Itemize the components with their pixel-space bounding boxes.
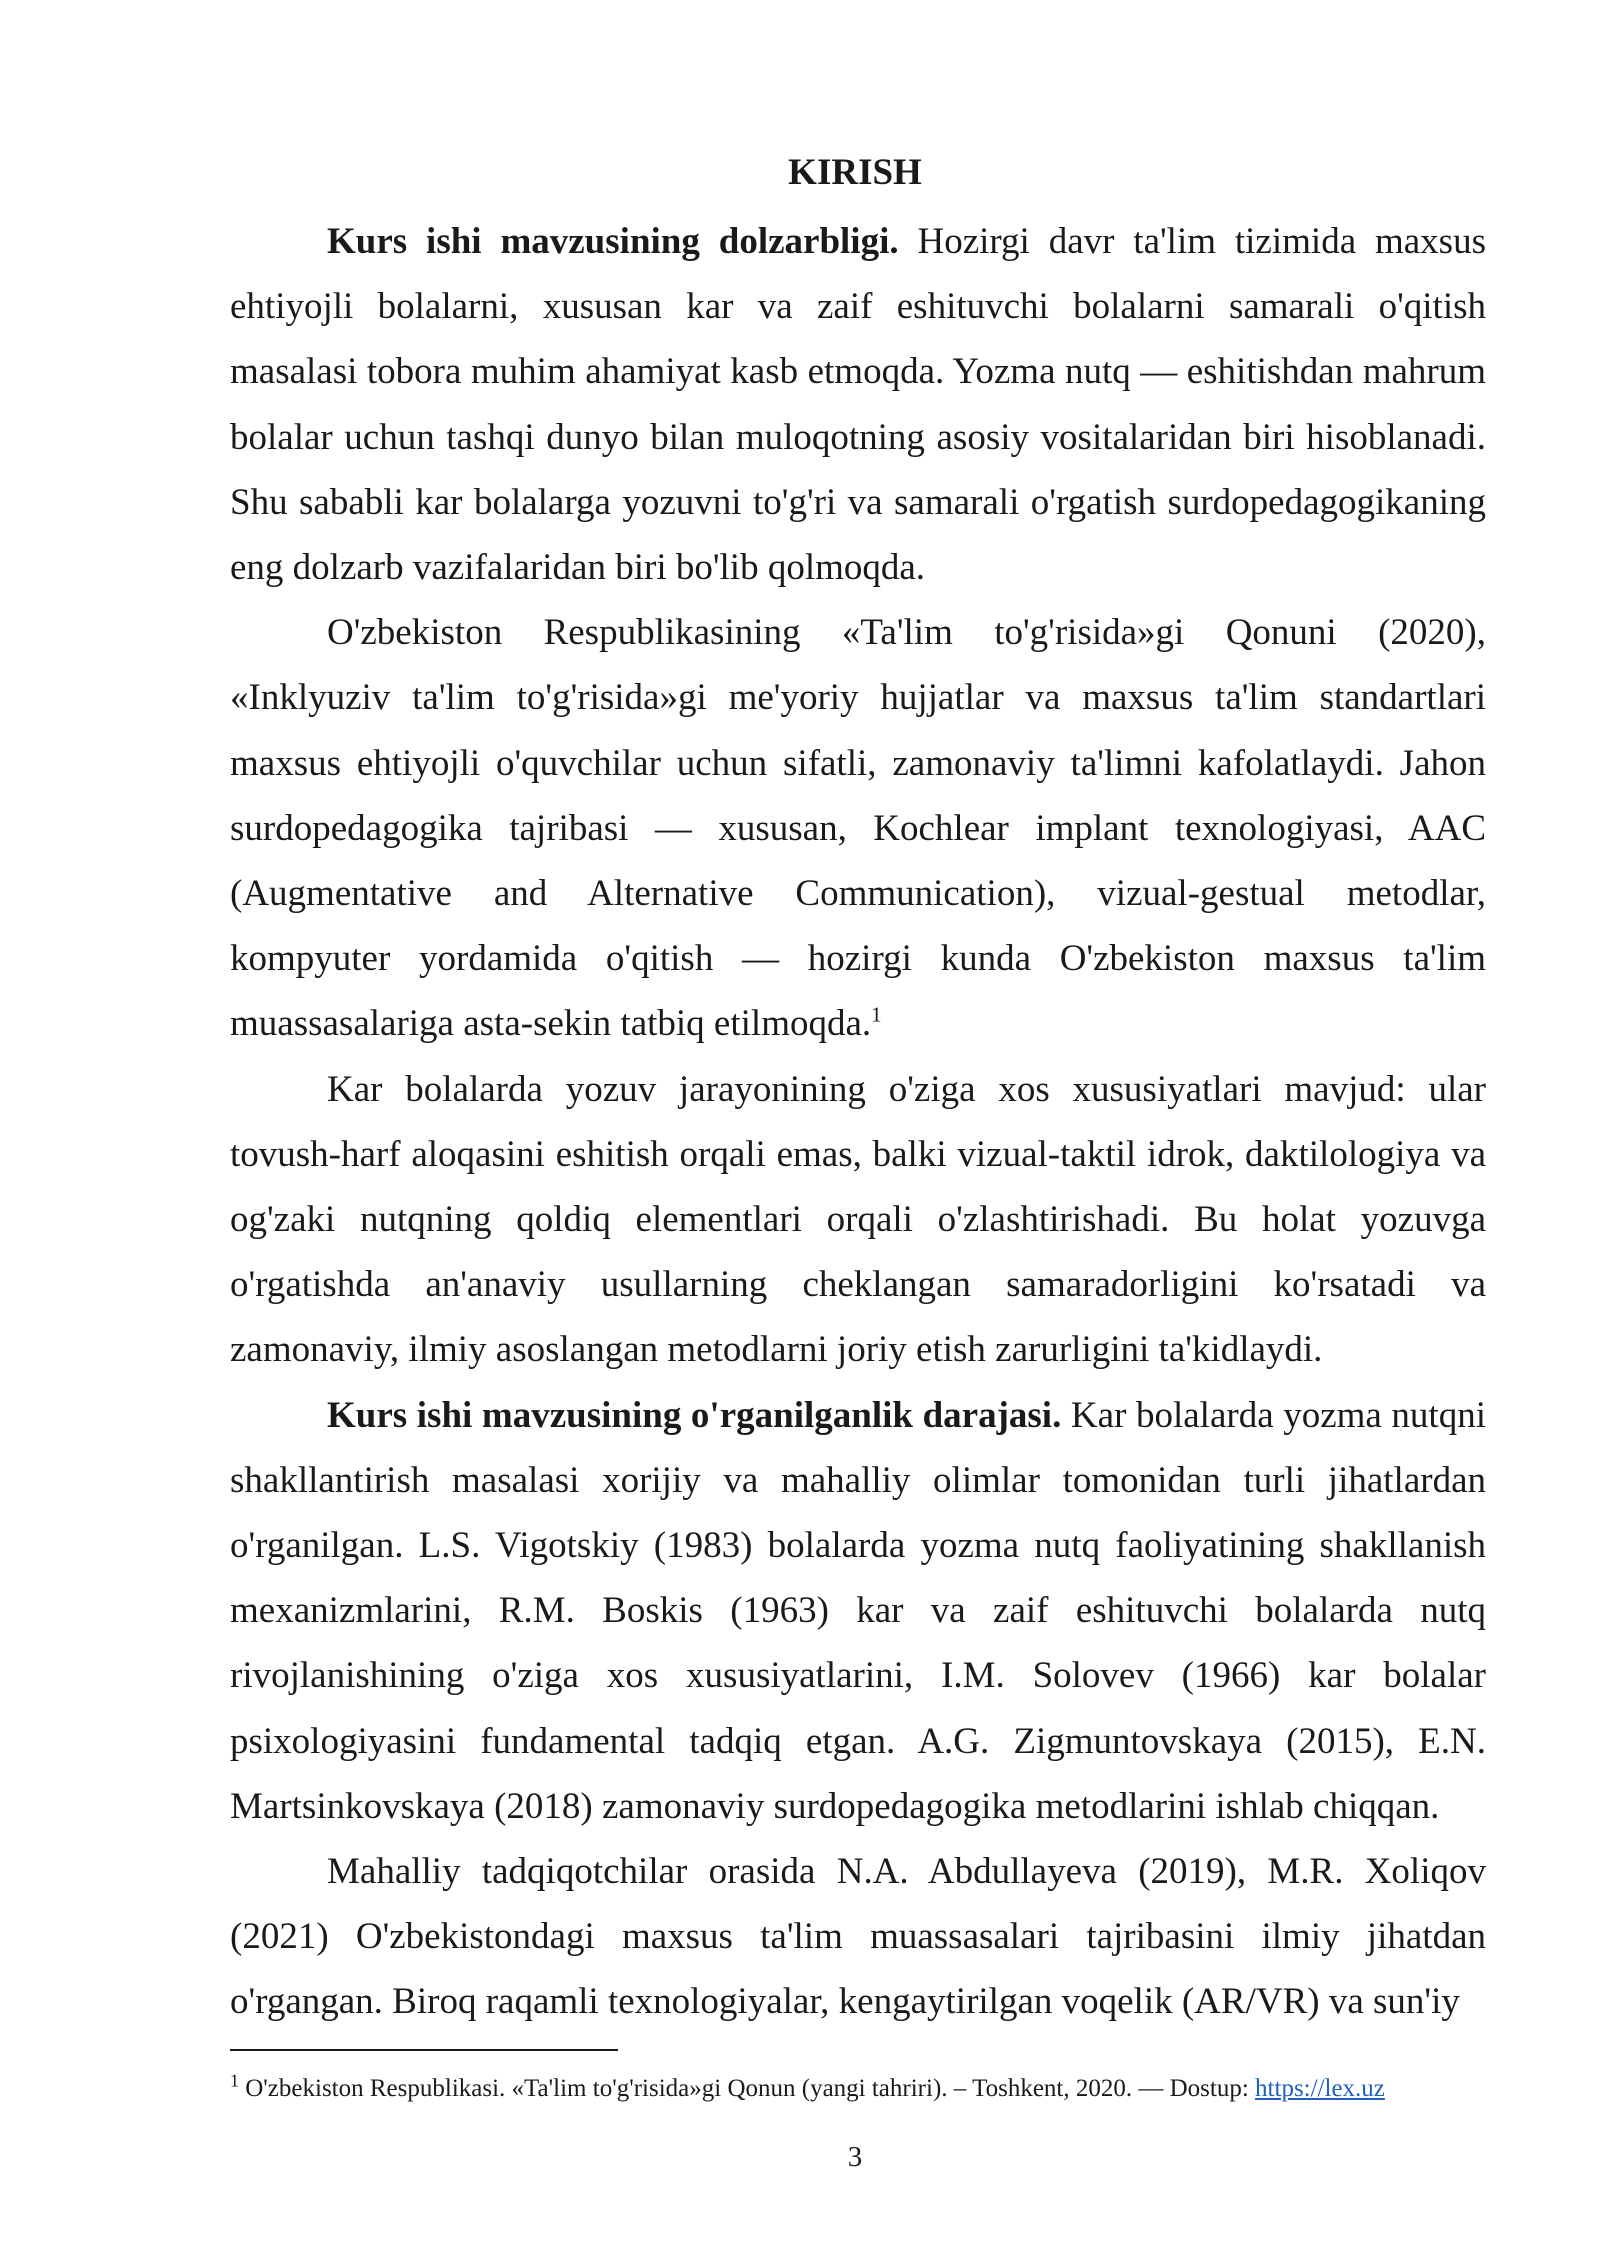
page-number: 3 <box>847 2141 863 2173</box>
paragraph-local-research <box>230 1839 1486 2035</box>
footnote-separator <box>230 2049 618 2051</box>
footnote <box>230 2072 1530 2106</box>
paragraph-text: Hozirgi davr ta'lim tizimida maxsus ehtiyojli bolalarni, xususan kar va zaif eshituvchi bolalarni samarali o'qitish masalasi tobora muhim ahamiyat kasb etmoqda. Yozma nutq — eshitishdan mahrum bolalar uchun tashqi dunyo bilan muloqotning asosiy vositalaridan biri hisoblanadi. Shu sababli kar bolalarga yozuvni to'g'ri va samarali o'rgatish surdopedagogikaning eng dolzarb vazifalaridan biri bo'lib qolmoqda. <box>230 221 1486 589</box>
paragraph-writing-features <box>230 1057 1486 1383</box>
paragraph-relevance <box>230 209 1486 600</box>
footnote-reference[interactable]: 1 <box>871 1003 882 1028</box>
paragraph-lead: Kurs ishi mavzusining dolzarbligi. <box>327 221 899 262</box>
footnote-marker: 1 <box>230 2070 239 2091</box>
paragraph-text: Kar bolalarda yozma nutqni shakllantirish masalasi xorijiy va mahalliy olimlar tomonidan turli jihatlardan o'rganilgan. L.S. Vigotskiy (1983) bolalarda yozma nutq faoliyatining shakllanish mexanizmlarini, R.M. Boskis (1963) kar va zaif eshituvchi bolalarda nutq rivojlanishining o'ziga xos xususiyatlarini, I.M. Solovev (1966) kar bolalar psixologiyasini fundamental tadqiq etgan. A.G. Zigmuntovskaya (2015), E.N. Martsinkovskaya (2018) zamonaviy surdopedagogika metodlarini ishlab chiqqan. <box>230 1394 1486 1827</box>
paragraph-text: O'zbekiston Respublikasining «Ta'lim to'g'risida»gi Qonuni (2020), «Inklyuziv ta'lim to'g'risida»gi me'yoriy hujjatlar va maxsus ta'lim standartlari maxsus ehtiyojli o'quvchilar uchun sifatli, zamonaviy ta'limni kafolatlaydi. Jahon surdopedagogika tajribasi — xususan, Kochlear implant texnologiyasi, AAC (Augmentative and Alternative Communication), vizual-gestual metodlar, kompyuter yordamida o'qitish — hozirgi kunda O'zbekiston maxsus ta'lim muassasalariga asta-sekin tatbiq etilmoqda. <box>230 612 1486 1045</box>
section-heading: KIRISH <box>788 152 922 193</box>
paragraph-text: Mahalliy tadqiqotchilar orasida N.A. Abdullayeva (2019), M.R. Xoliqov (2021) O'zbekistondagi maxsus ta'lim muassasalari tajribasini ilmiy jihatdan o'rgangan. Biroq raqamli texnologiyalar, kengaytirilgan voqelik (AR/VR) va sun'iy <box>230 1851 1486 2023</box>
paragraph-lead: Kurs ishi mavzusining o'rganilganlik darajasi. <box>327 1394 1062 1436</box>
paragraph-text: Kar bolalarda yozuv jarayonining o'ziga xos xususiyatlari mavjud: ular tovush-harf aloqasini eshitish orqali emas, balki vizual-taktil idrok, daktilologiya va og'zaki nutqning qoldiq elementlari orqali o'zlashtirishadi. Bu holat yozuvga o'rgatishda an'anaviy usullarning cheklangan samaradorligini ko'rsatadi va zamonaviy, ilmiy asoslangan metodlarni joriy etish zarurligini ta'kidlaydi. <box>230 1068 1486 1371</box>
footnote-link[interactable]: https://lex.uz <box>1255 2075 1385 2102</box>
paragraph-research-level <box>230 1383 1486 1839</box>
paragraph-legislation <box>230 600 1486 1056</box>
body-text <box>230 209 1486 2035</box>
footnote-text: O'zbekiston Respublikasi. «Ta'lim to'g'risida»gi Qonun (yangi tahriri). – Toshkent, 2020. — Dostup: <box>239 2075 1256 2102</box>
